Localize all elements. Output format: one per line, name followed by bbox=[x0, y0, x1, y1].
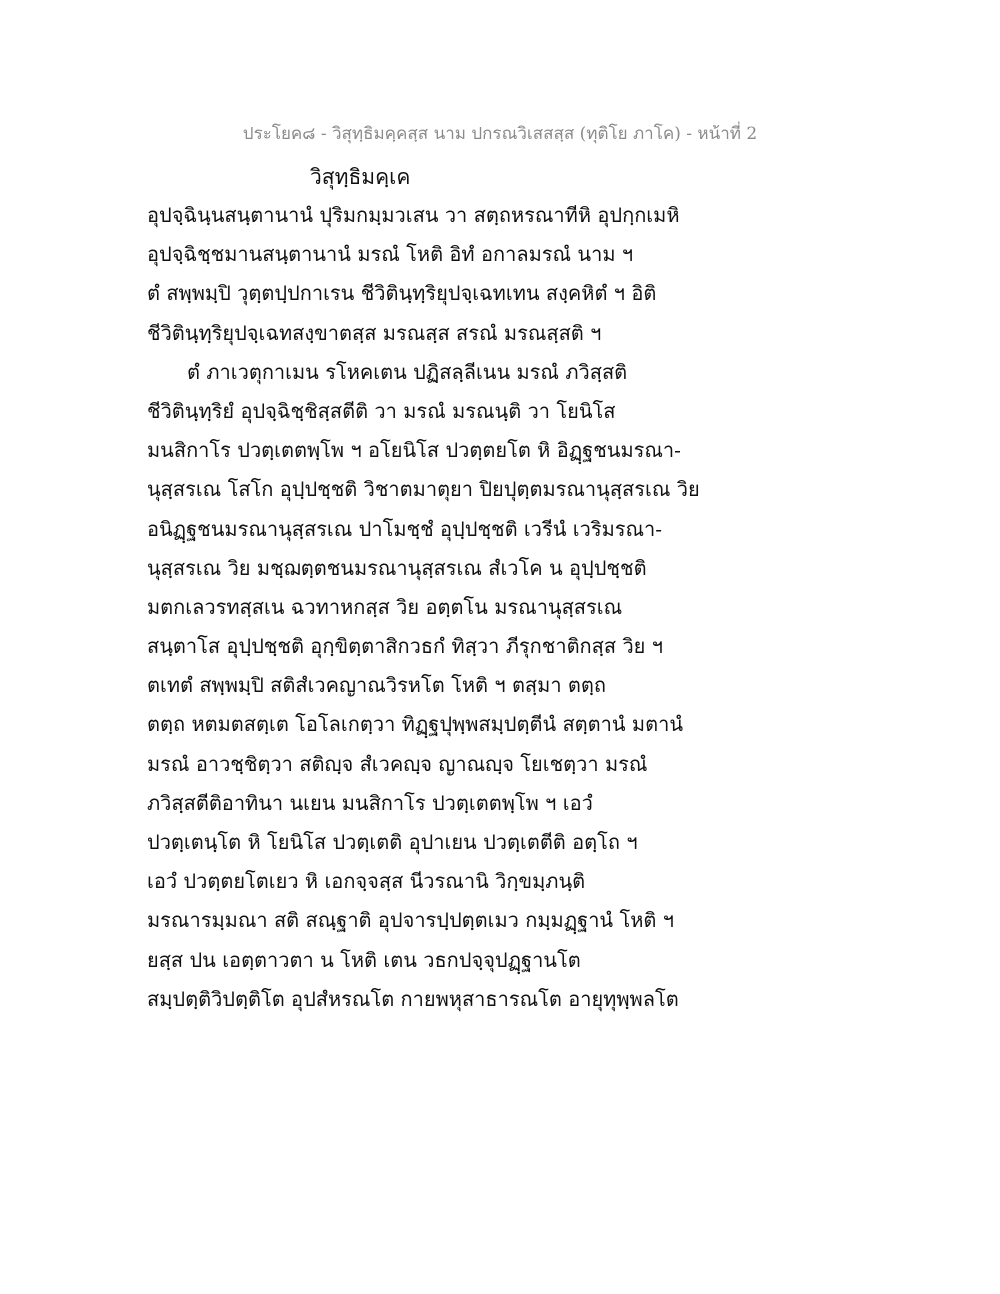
section-title: วิสุทฺธิมคฺเค bbox=[310, 165, 411, 189]
text-line: ภวิสฺสตีติอาทินา นเยน มนสิกาโร ปวตฺเตตพฺโพ ฯ เอวํ bbox=[147, 790, 593, 815]
text-line: ยสฺส ปน เอตฺตาวตา น โหติ เตน วธกปจฺจุปฏฺฐานโต bbox=[147, 947, 581, 972]
text-line: มนสิกาโร ปวตฺเตตพฺโพ ฯ อโยนิโส ปวตฺตยโต หิ อิฏฺฐชนมรณา- bbox=[147, 438, 681, 463]
text-line: อุปจฺฉิชฺชมานสนฺตานานํ มรณํ โหติ อิทํ อกาลมรณํ นาม ฯ bbox=[147, 242, 634, 267]
text-line: อนิฏฺฐชนมรณานุสฺสรเณ ปาโมชฺชํ อุปฺปชฺชติ เวรีนํ เวริมรณา- bbox=[147, 516, 663, 541]
text-line: สนฺตาโส อุปฺปชฺชติ อุกฺขิตฺตาสิกวธกํ ทิสฺวา ภีรุกชาติกสฺส วิย ฯ bbox=[147, 634, 663, 659]
text-line: ตํ สพฺพมฺปิ วุตฺตปฺปกาเรน ชีวิตินฺทฺริยุปจฺเฉทเทน สงฺคหิตํ ฯ อิติ bbox=[147, 281, 657, 306]
text-line: ชีวิตินฺทฺริยุปจฺเฉทสงฺขาตสฺส มรณสฺส สรณํ มรณสฺสติ ฯ bbox=[147, 320, 602, 345]
text-line: ตเทตํ สพฺพมฺปิ สติสํเวคญาณวิรหโต โหติ ฯ ตสฺมา ตตฺถ bbox=[147, 673, 606, 698]
text-line: เอวํ ปวตฺตยโตเยว หิ เอกจฺจสฺส นีวรณานิ วิกฺขมฺภนฺติ bbox=[147, 869, 586, 894]
text-line: มรณารมฺมณา สติ สณฺฐาติ อุปจารปฺปตฺตเมว กมฺมฏฺฐานํ โหติ ฯ bbox=[147, 908, 674, 933]
text-line: สมฺปตฺติวิปตฺติโต อุปสํหรณโต กายพหุสาธารณโต อายุทุพฺพลโต bbox=[147, 986, 679, 1011]
text-line: ชีวิตินฺทฺริยํ อุปจฺฉิชฺชิสฺสตีติ วา มรณํ มรณนฺติ วา โยนิโส bbox=[147, 398, 616, 423]
paragraph-start-line: ตํ ภาเวตุกาเมน รโหคเตน ปฏิสลฺลีเนน มรณํ ภวิสฺสติ bbox=[187, 359, 628, 384]
text-line: นุสฺสรเณ วิย มชฺฌตฺตชนมรณานุสฺสรเณ สํเวโค น อุปฺปชฺชติ bbox=[147, 555, 647, 580]
running-header-text: ประโยค๘ - วิสุทฺธิมคฺคสฺส นาม ปกรณวิเสสสฺส (ทุติโย ภาโค) - หน้าที่ 2 bbox=[242, 124, 758, 144]
text-line: มตกเลวรทสฺสเน ฉวทาหกสฺส วิย อตฺตโน มรณานุสฺสรเณ bbox=[147, 594, 623, 619]
text-line: มรณํ อาวชฺชิตฺวา สติญฺจ สํเวคญฺจ ญาณญฺจ โยเชตฺวา มรณํ bbox=[147, 751, 648, 776]
text-line: ตตฺถ หตมตสตฺเต โอโลเกตฺวา ทิฏฺฐปุพฺพสมฺปตฺตีนํ สตฺตานํ มตานํ bbox=[147, 712, 683, 737]
text-line: อุปจฺฉินฺนสนฺตานานํ ปุริมกมฺมวเสน วา สตฺถหรณาทีหิ อุปกฺกเมหิ bbox=[147, 203, 680, 227]
running-header bbox=[0, 120, 1000, 147]
text-line: ปวตฺเตนฺโต หิ โยนิโส ปวตฺเตติ อุปาเยน ปวตฺเตตีติ อตฺโถ ฯ bbox=[147, 830, 638, 854]
text-line: นุสฺสรเณ โสโก อุปฺปชฺชติ วิชาตมาตุยา ปิยปุตฺตมรณานุสฺสรเณ วิย bbox=[147, 477, 700, 502]
body-text bbox=[147, 196, 707, 1019]
